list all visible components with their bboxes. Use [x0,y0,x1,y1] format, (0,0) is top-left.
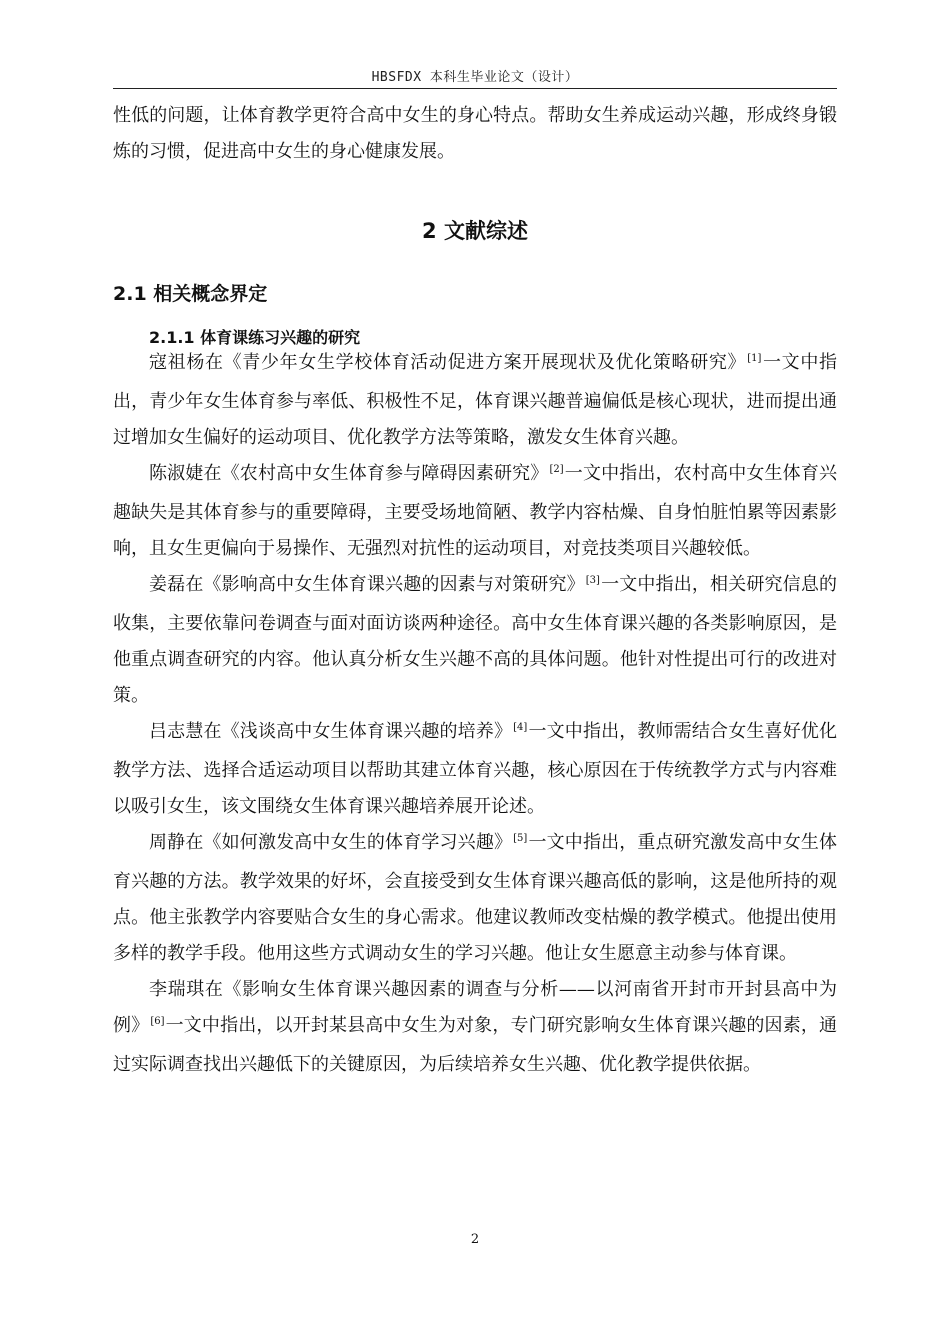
chapter-heading: 2 文献综述 [422,219,528,243]
citation-marker: [4] [513,722,528,733]
header-rule [113,88,837,89]
paragraph-text: 一文中指出，重点研究激发高中女生体育兴趣的方法。教学效果的好坏，会直接受到女生体育课兴趣高低的影响，这是他所持的观点。他主张教学内容要贴合女生的身心需求。他建议教师改变枯燥的教学模式。他提出使用多样的教学手段。他用这些方式调动女生的学习兴趣。他让女生愿意主动参与体育课。 [113,832,838,964]
paragraph-text: 周静在《如何激发高中女生的体育学习兴趣》 [149,832,513,853]
page-number: 2 [470,1232,480,1247]
review-paragraph-3 [113,567,837,714]
subsection-heading: 2.1.1 体育课练习兴趣的研究 [149,328,361,347]
citation-marker: [5] [513,833,528,844]
paragraph-text: 寇祖杨在《青少年女生学校体育活动促进方案开展现状及优化策略研究》 [149,352,747,373]
review-paragraph-5 [113,825,837,972]
literature-review-body [113,345,837,1083]
paragraph-text: 陈淑婕在《农村高中女生体育参与障碍因素研究》 [149,463,549,484]
paragraph-text: 一文中指出，教师需结合女生喜好优化教学方法、选择合适运动项目以帮助其建立体育兴趣，核心原因在于传统教学方式与内容难以吸引女生，该文围绕女生体育课兴趣培养展开论述。 [113,721,838,817]
intro-paragraph: 性低的问题，让体育教学更符合高中女生的身心特点。帮助女生养成运动兴趣，形成终身锻炼的习惯，促进高中女生的身心健康发展。 [113,105,837,162]
citation-marker: [6] [150,1016,165,1027]
review-paragraph-1 [113,345,837,456]
review-paragraph-6 [113,972,837,1083]
paragraph-text: 姜磊在《影响高中女生体育课兴趣的因素与对策研究》 [149,574,585,595]
paragraph-text: 李瑞琪在《影响女生体育课兴趣因素的调查与分析——以河南省开封市开封县高中为例》 [113,979,837,1036]
citation-marker: [1] [747,353,762,364]
citation-marker: [3] [585,575,600,586]
running-header: HBSFDX 本科生毕业论文（设计） [371,70,579,85]
review-paragraph-2 [113,456,837,567]
paragraph-text: 一文中指出，青少年女生体育参与率低、积极性不足，体育课兴趣普遍偏低是核心现状，进而提出通过增加女生偏好的运动项目、优化教学方法等策略，激发女生体育兴趣。 [113,352,838,448]
paragraph-text: 一文中指出，农村高中女生体育兴趣缺失是其体育参与的重要障碍，主要受场地简陋、教学内容枯燥、自身怕脏怕累等因素影响，且女生更偏向于易操作、无强烈对抗性的运动项目，对竞技类项目兴趣较低。 [113,463,838,559]
paragraph-text: 一文中指出，以开封某县高中女生为对象，专门研究影响女生体育课兴趣的因素，通过实际调查找出兴趣低下的关键原因，为后续培养女生兴趣、优化教学提供依据。 [113,1015,838,1075]
section-heading: 2.1 相关概念界定 [113,283,268,305]
page-body [113,98,837,1083]
paragraph-text: 吕志慧在《浅谈高中女生体育课兴趣的培养》 [149,721,513,742]
citation-marker: [2] [549,464,564,475]
paragraph-text: 一文中指出，相关研究信息的收集，主要依靠问卷调查与面对面访谈两种途径。高中女生体育课兴趣的各类影响原因，是他重点调查研究的内容。他认真分析女生兴趣不高的具体问题。他针对性提出可行的改进对策。 [113,574,837,706]
review-paragraph-4 [113,714,837,825]
